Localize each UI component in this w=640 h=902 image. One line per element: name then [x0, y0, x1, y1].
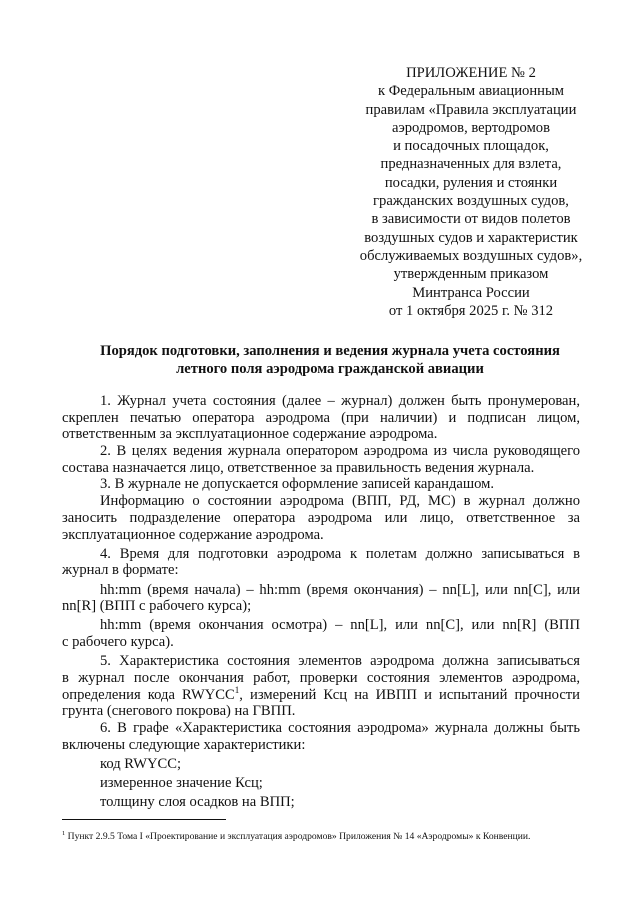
paragraph-1-line: 1. Журнал учета состояния (далее – журнал) должен быть пронумерован, — [100, 393, 580, 409]
paragraph-6-line: в журнал после окончания работ, проверки состояния элементов аэродрома, — [62, 670, 580, 686]
paragraph-2-line: 2. В целях ведения журнала оператором аэродрома из числа руководящего — [100, 443, 580, 460]
paragraph-3-line: 3. В журнале не допускается оформление записей карандашом. — [100, 476, 495, 493]
paragraph-4-line: заносить подразделение оператора аэродрома или лицо, ответственное за — [62, 509, 580, 526]
paragraph-6-line: 5. Характеристика состояния элементов аэродрома должна записываться — [100, 653, 580, 670]
paragraph-4-line: эксплуатационное содержание аэродрома. — [62, 526, 324, 543]
appendix-line: утвержденным приказом — [393, 266, 549, 283]
appendix-line: воздушных судов и характеристик — [364, 229, 578, 246]
format-line: hh:mm (время окончания осмотра) – nn[L], или nn[C], или nn[R] (ВПП — [100, 617, 580, 634]
footnote-reference: 1 — [234, 684, 240, 695]
appendix-header — [340, 64, 602, 320]
title-line-1: Порядок подготовки, заполнения и ведения журнала учета состояния — [100, 343, 560, 359]
appendix-line: гражданских воздушных судов, — [373, 193, 569, 210]
paragraph-2-line: состава назначается лицо, ответственное за правильность ведения журнала. — [62, 459, 535, 476]
format-line: hh:mm (время начала) – hh:mm (время окончания) – nn[L], или nn[C], или — [100, 581, 580, 598]
appendix-line: к Федеральным авиационным — [377, 83, 565, 100]
footnote-separator — [62, 819, 226, 820]
footnote — [62, 831, 592, 843]
appendix-line: ПРИЛОЖЕНИЕ № 2 — [406, 65, 536, 81]
appendix-line: Минтранса России — [412, 284, 530, 301]
footnote-mark: 1 — [62, 829, 66, 837]
paragraph-1-line: скреплен печатью оператора аэродрома (при наличии) и подписан лицом, — [62, 409, 580, 426]
document-title — [80, 342, 580, 378]
format-line: с рабочего курса). — [62, 634, 174, 651]
appendix-line: правилам «Правила эксплуатации — [365, 101, 577, 118]
footnote-text: Пункт 2.9.5 Тома I «Проектирование и эксплуатация аэродромов» Приложения № 14 «Аэродромы» к Конвенции. — [65, 831, 531, 842]
title-line-2: летного поля аэродрома гражданской авиации — [176, 361, 484, 377]
paragraph-7-line: 6. В графе «Характеристика состояния аэродрома» журнала должны быть — [100, 720, 580, 737]
paragraph-1-line: ответственным за эксплуатационное содержание аэродрома. — [62, 426, 438, 443]
rwycc-text: определения кода RWYCC — [62, 686, 235, 703]
appendix-line: и посадочных площадок, — [393, 138, 549, 155]
paragraph-6-line: грунта (снегового покрова) на ГВПП. — [62, 703, 296, 720]
list-item: код RWYCC; — [100, 755, 182, 772]
list-item: измеренное значение Ксц; — [100, 775, 263, 792]
appendix-line: аэродромов, вертодромов — [392, 119, 550, 136]
appendix-line: в зависимости от видов полетов — [371, 211, 571, 228]
paragraph-5-line: 4. Время для подготовки аэродрома к полетам должно записываться в — [100, 545, 580, 562]
paragraph-6-line — [62, 684, 580, 704]
document-body — [62, 393, 580, 811]
appendix-line: предназначенных для взлета, — [380, 156, 562, 173]
format-line: nn[R] (ВПП с рабочего курса); — [62, 598, 252, 615]
paragraph-4-line: Информацию о состоянии аэродрома (ВПП, РД, МС) в журнал должно — [100, 493, 580, 510]
paragraph-5-line: журнал в формате: — [62, 562, 179, 579]
appendix-line: от 1 октября 2025 г. № 312 — [388, 302, 554, 319]
list-item: толщину слоя осадков на ВПП; — [100, 794, 295, 811]
appendix-line: посадки, руления и стоянки — [384, 174, 558, 191]
paragraph-7-line: включены следующие характеристики: — [62, 736, 306, 753]
appendix-line: обслуживаемых воздушных судов», — [359, 247, 583, 264]
paragraph-6-text: , измерений Ксц на ИВПП и испытаний прочности — [239, 686, 580, 703]
